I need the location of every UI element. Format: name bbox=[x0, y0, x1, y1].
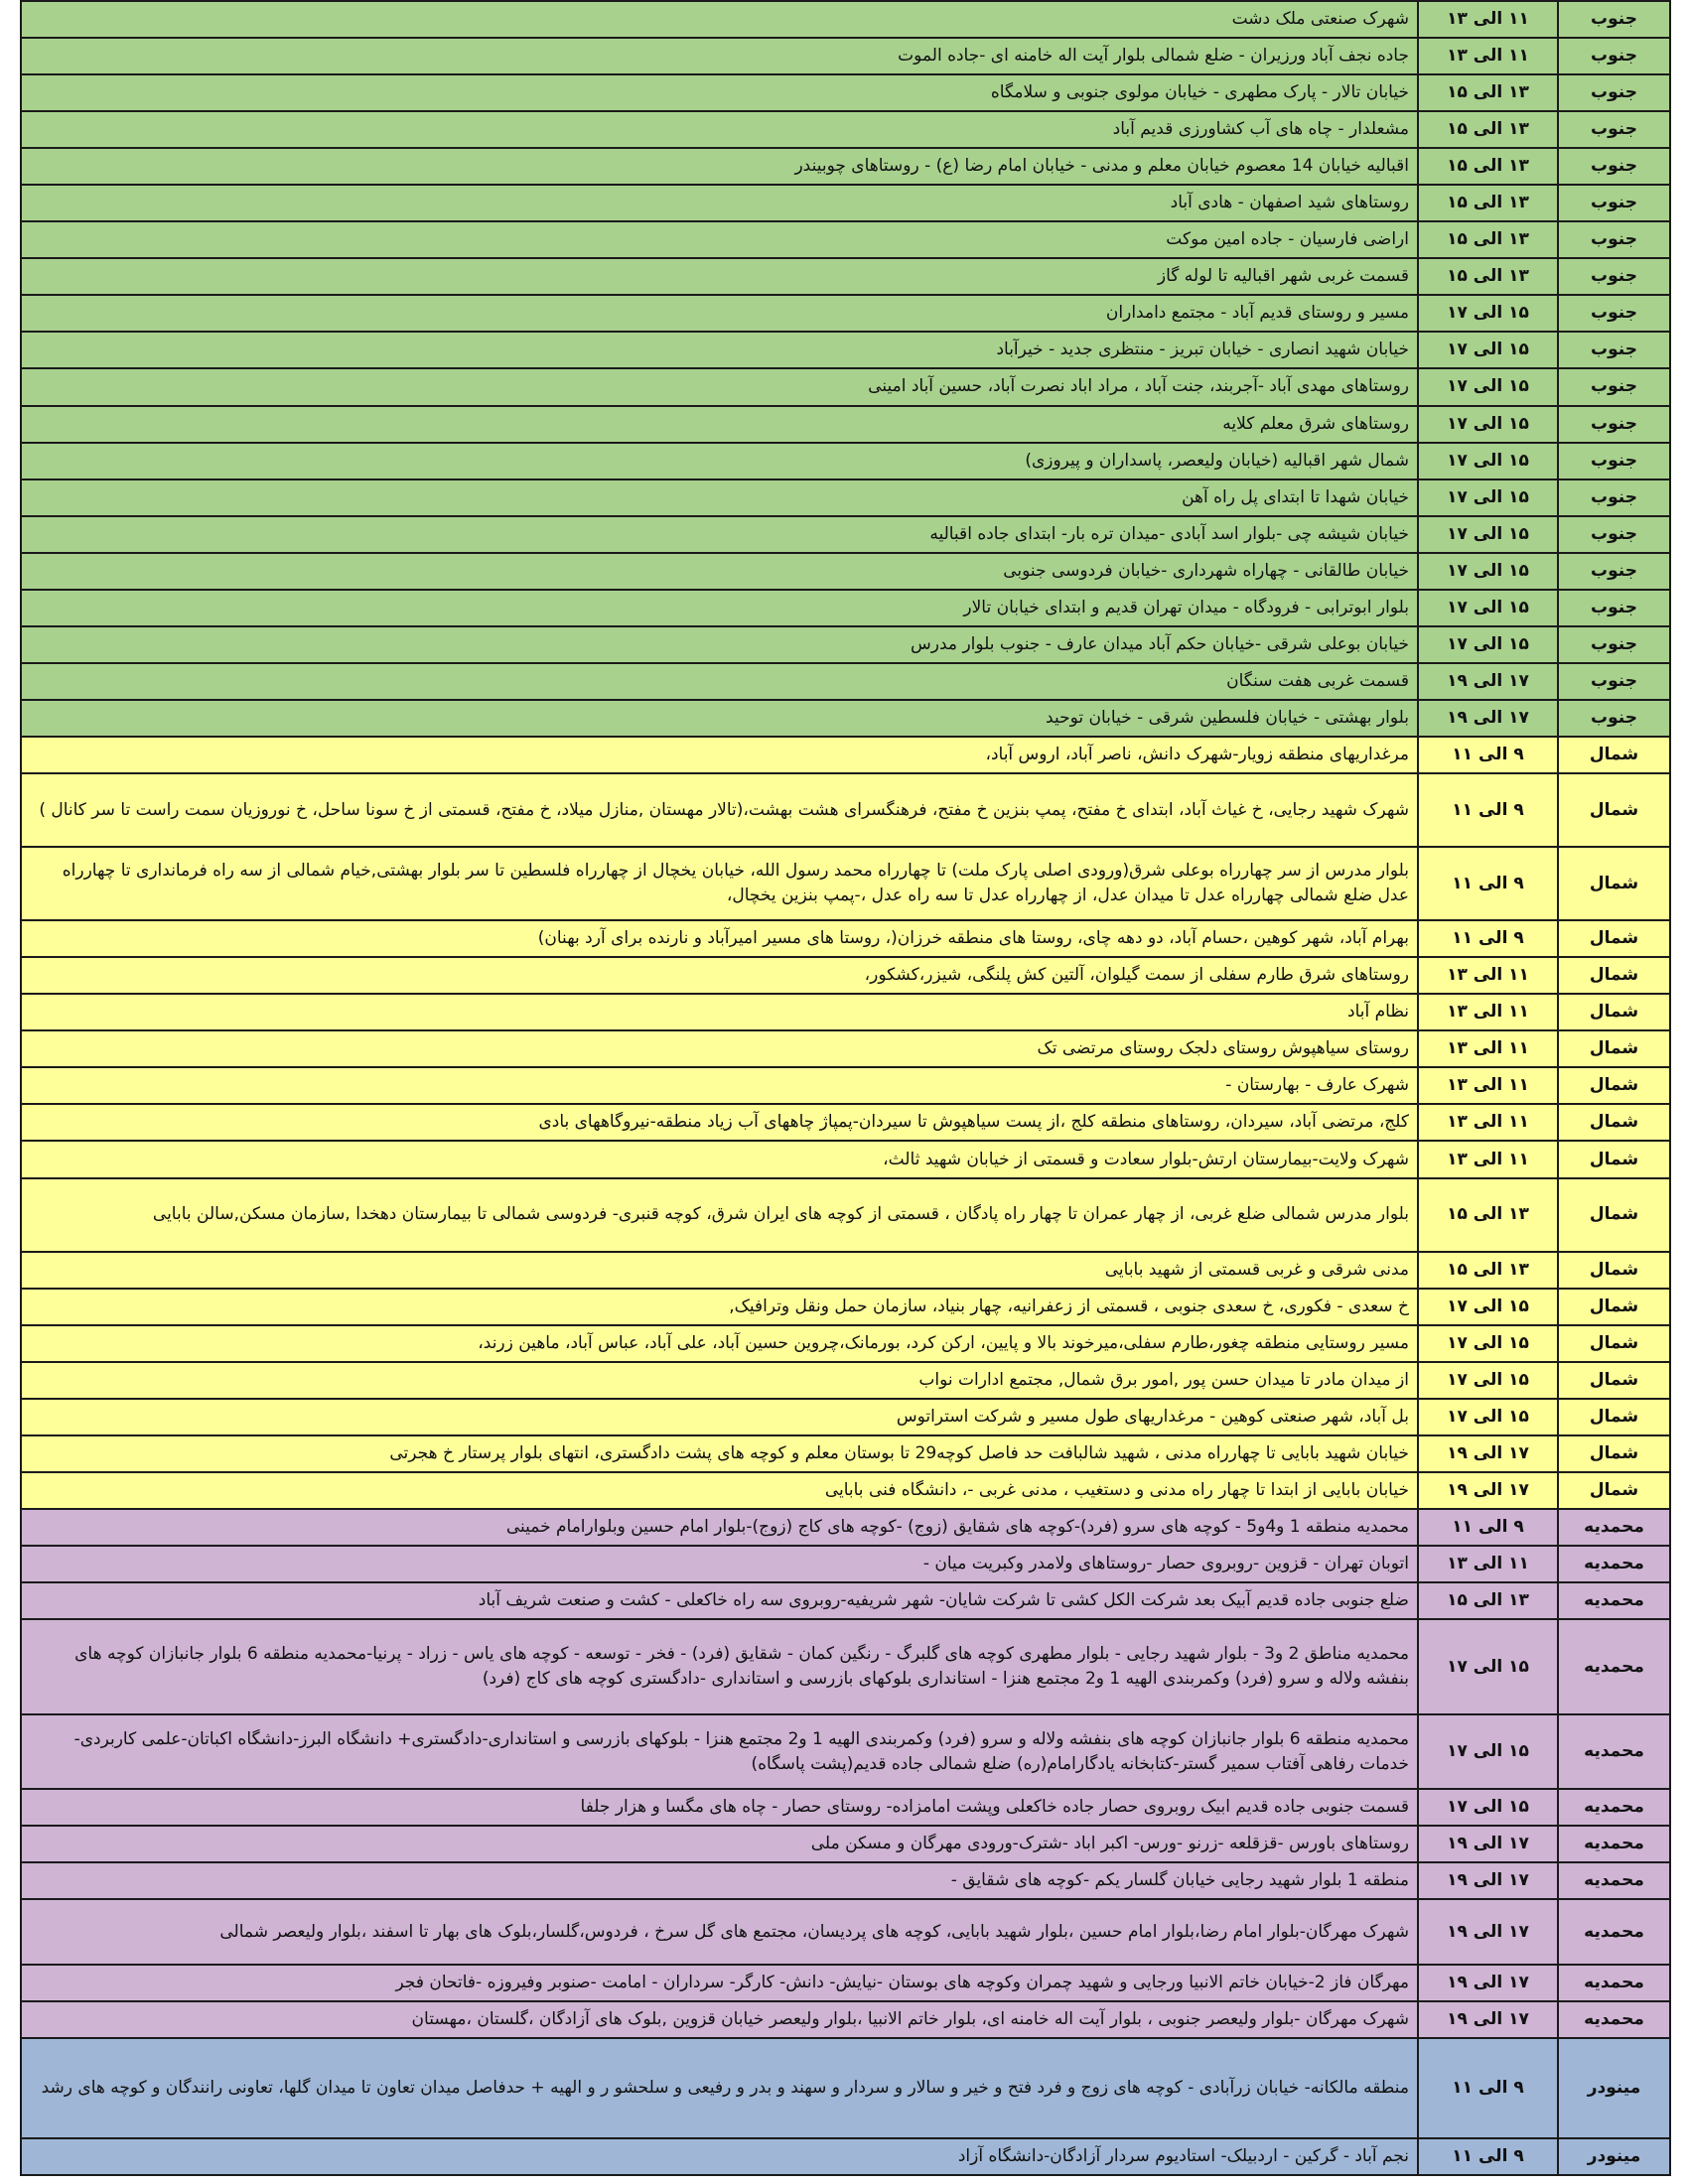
area-description-cell: خیابان بابایی از ابتدا تا چهار راه مدنی و دستغیب ، مدنی غربی -، دانشگاه فنی بابایی bbox=[21, 1472, 1418, 1509]
zone-cell: جنوب bbox=[1558, 185, 1670, 221]
zone-cell: شمال bbox=[1558, 994, 1670, 1030]
area-description-cell: از میدان مادر تا میدان حسن پور ,امور برق شمال, مجتمع ادارات نواب bbox=[21, 1362, 1418, 1399]
zone-cell: جنوب bbox=[1558, 1, 1670, 38]
time-range-cell: ۱۵ الی ۱۷ bbox=[1418, 1362, 1558, 1399]
table-row bbox=[21, 74, 1670, 111]
time-range-cell: ۹ الی ۱۱ bbox=[1418, 737, 1558, 773]
zone-cell: جنوب bbox=[1558, 443, 1670, 479]
zone-cell: شمال bbox=[1558, 737, 1670, 773]
table-row bbox=[21, 185, 1670, 221]
area-description-cell: بلوار مدرس شمالی ضلع غربی، از چهار عمران تا چهار راه پادگان ، قسمتی از کوچه های ایران شرق، کوچه قنبری- فردوسی شمالی تا بیمارستان دهخدا ,سازمان مسکن,سالن بابایی bbox=[21, 1178, 1418, 1252]
area-description-cell: مسیر روستایی منطقه چغور،طارم سفلی،میرخوند بالا و پایین، ارکن کرد، بورمانک،چروین حسین آباد، علی آباد، عباس آباد، ماهین زرند، bbox=[21, 1325, 1418, 1362]
area-description-cell: قسمت جنوبی جاده قدیم ابیک روبروی حصار جاده خاکعلی وپشت امامزاده- روستای حصار - چاه های مگسا و هزار جلفا bbox=[21, 1789, 1418, 1826]
zone-cell: جنوب bbox=[1558, 74, 1670, 111]
time-range-cell: ۱۷ الی ۱۹ bbox=[1418, 1899, 1558, 1966]
area-description-cell: مشعلدار - چاه های آب کشاورزی قدیم آباد bbox=[21, 111, 1418, 148]
area-description-cell: خیابان بوعلی شرقی -خیابان حکم آباد میدان عارف - جنوب بلوار مدرس bbox=[21, 626, 1418, 663]
table-row bbox=[21, 1965, 1670, 2001]
area-description-cell: خ سعدی - فکوری، خ سعدی جنوبی ، قسمتی از زعفرانیه، چهار بنیاد، سازمان حمل ونقل وترافیک, bbox=[21, 1289, 1418, 1325]
zone-cell: جنوب bbox=[1558, 221, 1670, 258]
time-range-cell: ۱۵ الی ۱۷ bbox=[1418, 1619, 1558, 1714]
area-description-cell: مهرگان فاز 2-خیابان خاتم الانبیا ورجایی و شهید چمران وکوچه های بوستان -نیایش- دانش- کارگر- سرداران - امامت -صنوبر وفیروزه -فاتحان فجر bbox=[21, 1965, 1418, 2001]
table-row bbox=[21, 1289, 1670, 1325]
time-range-cell: ۱۷ الی ۱۹ bbox=[1418, 663, 1558, 700]
zone-cell: محمدیه bbox=[1558, 2001, 1670, 2038]
area-description-cell: محمدیه منطقه 6 بلوار جانبازان کوچه های بنفشه ولاله و سرو (فرد) وکمربندی الهیه 1 و2 مجتمع هنزا - بلوکهای بازرسی و استانداری-دادگستری+ دانشگاه البرز-دانشگاه اکباتان-علمی کاربردی-خدمات رفاهی آفتاب سمیر گستر-کتابخانه یادگارامام(ره) ضلع شمالی جاده قدیم(پشت پاسگاه) bbox=[21, 1714, 1418, 1788]
area-description-cell: روستاهای شرق طارم سفلی از سمت گیلوان، آلتین کش پلنگی، شیزر،کشکور، bbox=[21, 957, 1418, 994]
zone-cell: شمال bbox=[1558, 1399, 1670, 1435]
table-row bbox=[21, 1435, 1670, 1472]
zone-cell: شمال bbox=[1558, 920, 1670, 957]
table-row bbox=[21, 1141, 1670, 1177]
zone-cell: جنوب bbox=[1558, 258, 1670, 295]
zone-cell: محمدیه bbox=[1558, 1899, 1670, 1966]
table-row bbox=[21, 1252, 1670, 1289]
zone-cell: شمال bbox=[1558, 847, 1670, 920]
time-range-cell: ۱۳ الی ۱۵ bbox=[1418, 1582, 1558, 1619]
time-range-cell: ۱۱ الی ۱۳ bbox=[1418, 994, 1558, 1030]
table-row bbox=[21, 1104, 1670, 1141]
table-row bbox=[21, 1, 1670, 38]
table-row bbox=[21, 406, 1670, 443]
area-description-cell: مرغداریهای منطقه زویار-شهرک دانش، ناصر آباد، اروس آباد، bbox=[21, 737, 1418, 773]
table-row bbox=[21, 221, 1670, 258]
area-description-cell: جاده نجف آباد ورزیران - ضلع شمالی بلوار آیت اله خامنه ای -جاده الموت bbox=[21, 38, 1418, 74]
time-range-cell: ۱۳ الی ۱۵ bbox=[1418, 258, 1558, 295]
outage-schedule-table bbox=[20, 0, 1671, 2176]
table-row bbox=[21, 1325, 1670, 1362]
zone-cell: شمال bbox=[1558, 1472, 1670, 1509]
table-row bbox=[21, 1582, 1670, 1619]
time-range-cell: ۱۵ الی ۱۷ bbox=[1418, 626, 1558, 663]
area-description-cell: خیابان شهید بابایی تا چهارراه مدنی ، شهید شالبافت حد فاصل کوچه29 تا بوستان معلم و کوچه های پشت دادگستری، انتهای بلوار پرستار خ هجرتی bbox=[21, 1435, 1418, 1472]
time-range-cell: ۱۳ الی ۱۵ bbox=[1418, 185, 1558, 221]
table-row bbox=[21, 847, 1670, 920]
zone-cell: مینودر bbox=[1558, 2038, 1670, 2137]
table-row bbox=[21, 957, 1670, 994]
time-range-cell: ۱۵ الی ۱۷ bbox=[1418, 516, 1558, 553]
zone-cell: جنوب bbox=[1558, 406, 1670, 443]
table-row bbox=[21, 1899, 1670, 1966]
zone-cell: شمال bbox=[1558, 1362, 1670, 1399]
table-row bbox=[21, 443, 1670, 479]
zone-cell: شمال bbox=[1558, 1289, 1670, 1325]
time-range-cell: ۱۵ الی ۱۷ bbox=[1418, 368, 1558, 405]
table-row bbox=[21, 38, 1670, 74]
time-range-cell: ۱۵ الی ۱۷ bbox=[1418, 295, 1558, 332]
time-range-cell: ۱۷ الی ۱۹ bbox=[1418, 1965, 1558, 2001]
table-row bbox=[21, 1826, 1670, 1862]
time-range-cell: ۱۵ الی ۱۷ bbox=[1418, 1789, 1558, 1826]
area-description-cell: شهرک مهرگان-بلوار امام رضا،بلوار امام حسین ،بلوار شهید بابایی، کوچه های پردیسان، مجتمع های گل سرخ ، فردوس،گلسار،بلوک های بهار تا اسفند ،بلوار ولیعصر شمالی bbox=[21, 1899, 1418, 1966]
table-row bbox=[21, 1399, 1670, 1435]
zone-cell: محمدیه bbox=[1558, 1965, 1670, 2001]
area-description-cell: مسیر و روستای قدیم آباد - مجتمع دامداران bbox=[21, 295, 1418, 332]
zone-cell: جنوب bbox=[1558, 590, 1670, 626]
area-description-cell: بلوار بهشتی - خیابان فلسطین شرقی - خیابان توحید bbox=[21, 700, 1418, 737]
zone-cell: مینودر bbox=[1558, 2138, 1670, 2175]
table-row bbox=[21, 626, 1670, 663]
time-range-cell: ۱۱ الی ۱۳ bbox=[1418, 1104, 1558, 1141]
zone-cell: شمال bbox=[1558, 1178, 1670, 1252]
area-description-cell: محمدیه مناطق 2 و3 - بلوار شهید رجایی - بلوار مطهری کوچه های گلبرگ - رنگین کمان - شقایق (فرد) - فخر - توسعه - کوچه های یاس - زراد - پرنیا-محمدیه منطقه 6 بلوار جانبازان کوچه های بنفشه ولاله و سرو (فرد) وکمربندی الهیه 1 و2 مجتمع هنزا - استانداری بلوکهای بازرسی و استانداری -دادگستری کوچه های کاج (فرد) bbox=[21, 1619, 1418, 1714]
time-range-cell: ۱۵ الی ۱۷ bbox=[1418, 1289, 1558, 1325]
zone-cell: جنوب bbox=[1558, 479, 1670, 516]
area-description-cell: روستاهای مهدی آباد -آجربند، جنت آباد ، مراد اباد نصرت آباد، حسین آباد امینی bbox=[21, 368, 1418, 405]
area-description-cell: روستاهای باورس -قزقلعه -زرنو -ورس- اکبر اباد -شترک-ورودی مهرگان و مسکن ملی bbox=[21, 1826, 1418, 1862]
area-description-cell: خیابان شهدا تا ابتدای پل راه آهن bbox=[21, 479, 1418, 516]
time-range-cell: ۱۱ الی ۱۳ bbox=[1418, 38, 1558, 74]
time-range-cell: ۱۳ الی ۱۵ bbox=[1418, 74, 1558, 111]
zone-cell: جنوب bbox=[1558, 111, 1670, 148]
table-row bbox=[21, 258, 1670, 295]
area-description-cell: قسمت غربی شهر اقبالیه تا لوله گاز bbox=[21, 258, 1418, 295]
table-row bbox=[21, 553, 1670, 590]
table-row bbox=[21, 773, 1670, 847]
time-range-cell: ۹ الی ۱۱ bbox=[1418, 1509, 1558, 1546]
zone-cell: شمال bbox=[1558, 1325, 1670, 1362]
area-description-cell: محمدیه منطقه 1 و4و5 - کوچه های سرو (فرد)-کوچه های شقایق (زوج) -کوچه های کاج (زوج)-بلوار امام حسین وبلوارامام خمینی bbox=[21, 1509, 1418, 1546]
area-description-cell: بلوار مدرس از سر چهارراه بوعلی شرق(ورودی اصلی پارک ملت) تا چهارراه محمد رسول الله، خیابان یخچال از چهارراه فلسطین تا سر بلوار بهشتی,خیام شمالی از سه راه فرمانداری تا چهارراه عدل ضلع شمالی چهارراه عدل تا میدان عدل، از چهارراه عدل تا سه راه عدل ،-پمپ بنزین یخچال، bbox=[21, 847, 1418, 920]
time-range-cell: ۹ الی ۱۱ bbox=[1418, 2038, 1558, 2137]
area-description-cell: اتوبان تهران - قزوین -روبروی حصار -روستاهای ولامدر وکبریت میان - bbox=[21, 1546, 1418, 1582]
table-row bbox=[21, 479, 1670, 516]
area-description-cell: مدنی شرقی و غربی قسمتی از شهید بابایی bbox=[21, 1252, 1418, 1289]
area-description-cell: خیابان تالار - پارک مطهری - خیابان مولوی جنوبی و سلامگاه bbox=[21, 74, 1418, 111]
zone-cell: محمدیه bbox=[1558, 1826, 1670, 1862]
zone-cell: شمال bbox=[1558, 773, 1670, 847]
table-row bbox=[21, 1714, 1670, 1788]
table-row bbox=[21, 2001, 1670, 2038]
time-range-cell: ۹ الی ۱۱ bbox=[1418, 920, 1558, 957]
area-description-cell: ضلع جنوبی جاده قدیم آبیک بعد شرکت الکل کشی تا شرکت شایان- شهر شریفیه-روبروی سه راه خاکعلی - کشت و صنعت شریف آباد bbox=[21, 1582, 1418, 1619]
zone-cell: جنوب bbox=[1558, 553, 1670, 590]
table-row bbox=[21, 1178, 1670, 1252]
area-description-cell: شهرک ولایت-بیمارستان ارتش-بلوار سعادت و قسمتی از خیابان شهید ثالث، bbox=[21, 1141, 1418, 1177]
zone-cell: محمدیه bbox=[1558, 1619, 1670, 1714]
time-range-cell: ۹ الی ۱۱ bbox=[1418, 2138, 1558, 2175]
zone-cell: جنوب bbox=[1558, 148, 1670, 185]
area-description-cell: اقبالیه خیابان 14 معصوم خیابان معلم و مدنی - خیابان امام رضا (ع) - روستاهای چوبیندر bbox=[21, 148, 1418, 185]
zone-cell: جنوب bbox=[1558, 700, 1670, 737]
zone-cell: محمدیه bbox=[1558, 1509, 1670, 1546]
table-row bbox=[21, 590, 1670, 626]
table-row bbox=[21, 700, 1670, 737]
time-range-cell: ۱۳ الی ۱۵ bbox=[1418, 221, 1558, 258]
time-range-cell: ۱۳ الی ۱۵ bbox=[1418, 148, 1558, 185]
area-description-cell: خیابان طالقانی - چهاراه شهرداری -خیابان فردوسی جنوبی bbox=[21, 553, 1418, 590]
area-description-cell: بلوار ابوترابی - فرودگاه - میدان تهران قدیم و ابتدای خیابان تالار bbox=[21, 590, 1418, 626]
area-description-cell: شهرک صنعتی ملک دشت bbox=[21, 1, 1418, 38]
time-range-cell: ۹ الی ۱۱ bbox=[1418, 847, 1558, 920]
table-row bbox=[21, 1862, 1670, 1899]
zone-cell: شمال bbox=[1558, 1435, 1670, 1472]
time-range-cell: ۱۱ الی ۱۳ bbox=[1418, 1030, 1558, 1067]
area-description-cell: خیابان شیشه چی -بلوار اسد آبادی -میدان تره بار- ابتدای جاده اقبالیه bbox=[21, 516, 1418, 553]
table-row bbox=[21, 663, 1670, 700]
table-row bbox=[21, 148, 1670, 185]
area-description-cell: قسمت غربی هفت سنگان bbox=[21, 663, 1418, 700]
zone-cell: جنوب bbox=[1558, 295, 1670, 332]
table-row bbox=[21, 111, 1670, 148]
zone-cell: محمدیه bbox=[1558, 1789, 1670, 1826]
table-row bbox=[21, 1509, 1670, 1546]
area-description-cell: نجم آباد - گرکین - اردبیلک- استادیوم سردار آزادگان-دانشگاه آزاد bbox=[21, 2138, 1418, 2175]
area-description-cell: روستاهای شرق معلم کلایه bbox=[21, 406, 1418, 443]
time-range-cell: ۱۵ الی ۱۷ bbox=[1418, 1714, 1558, 1788]
zone-cell: شمال bbox=[1558, 1030, 1670, 1067]
zone-cell: جنوب bbox=[1558, 626, 1670, 663]
time-range-cell: ۱۷ الی ۱۹ bbox=[1418, 1472, 1558, 1509]
time-range-cell: ۱۱ الی ۱۳ bbox=[1418, 1, 1558, 38]
time-range-cell: ۱۵ الی ۱۷ bbox=[1418, 1325, 1558, 1362]
zone-cell: محمدیه bbox=[1558, 1582, 1670, 1619]
time-range-cell: ۱۵ الی ۱۷ bbox=[1418, 479, 1558, 516]
area-description-cell: کلج، مرتضی آباد، سیردان، روستاهای منطقه کلج ،از پست سیاهپوش تا سیردان-پمپاژ چاههای آب زیاد منطقه-نیروگاههای بادی bbox=[21, 1104, 1418, 1141]
time-range-cell: ۱۷ الی ۱۹ bbox=[1418, 1435, 1558, 1472]
time-range-cell: ۱۱ الی ۱۳ bbox=[1418, 1067, 1558, 1104]
zone-cell: شمال bbox=[1558, 1252, 1670, 1289]
time-range-cell: ۱۷ الی ۱۹ bbox=[1418, 1862, 1558, 1899]
table-row bbox=[21, 516, 1670, 553]
table-row bbox=[21, 1546, 1670, 1582]
area-description-cell: بهرام آباد، شهر کوهین ،حسام آباد، دو دهه چای، روستا های منطقه خرزان(، روستا های مسیر امیرآباد و نارنده برای آرد بهنان) bbox=[21, 920, 1418, 957]
time-range-cell: ۱۷ الی ۱۹ bbox=[1418, 700, 1558, 737]
zone-cell: محمدیه bbox=[1558, 1546, 1670, 1582]
table-row bbox=[21, 1472, 1670, 1509]
zone-cell: شمال bbox=[1558, 957, 1670, 994]
area-description-cell: خیابان شهید انصاری - خیابان تبریز - منتظری جدید - خیرآباد bbox=[21, 332, 1418, 368]
area-description-cell: شمال شهر اقبالیه (خیابان ولیعصر، پاسداران و پیروزی) bbox=[21, 443, 1418, 479]
time-range-cell: ۱۱ الی ۱۳ bbox=[1418, 957, 1558, 994]
time-range-cell: ۱۳ الی ۱۵ bbox=[1418, 1252, 1558, 1289]
table-row bbox=[21, 737, 1670, 773]
table-row bbox=[21, 1789, 1670, 1826]
area-description-cell: شهرک شهید رجایی، خ غیاث آباد، ابتدای خ مفتح، پمپ بنزین خ مفتح، فرهنگسرای هشت بهشت،(تالار مهستان ,منازل میلاد، خ مفتح، قسمتی از خ سونا ساحل، خ نوروزیان سمت راست تا سر کانال ) bbox=[21, 773, 1418, 847]
zone-cell: جنوب bbox=[1558, 368, 1670, 405]
zone-cell: شمال bbox=[1558, 1104, 1670, 1141]
table-row bbox=[21, 1067, 1670, 1104]
table-row bbox=[21, 994, 1670, 1030]
time-range-cell: ۱۷ الی ۱۹ bbox=[1418, 1826, 1558, 1862]
area-description-cell: منطقه 1 بلوار شهید رجایی خیابان گلسار یکم -کوچه های شقایق - bbox=[21, 1862, 1418, 1899]
zone-cell: محمدیه bbox=[1558, 1714, 1670, 1788]
area-description-cell: اراضی فارسیان - جاده امین موکت bbox=[21, 221, 1418, 258]
zone-cell: محمدیه bbox=[1558, 1862, 1670, 1899]
table-row bbox=[21, 1362, 1670, 1399]
time-range-cell: ۱۵ الی ۱۷ bbox=[1418, 332, 1558, 368]
zone-cell: شمال bbox=[1558, 1141, 1670, 1177]
area-description-cell: بل آباد، شهر صنعتی کوهین - مرغداریهای طول مسیر و شرکت استراتوس bbox=[21, 1399, 1418, 1435]
time-range-cell: ۹ الی ۱۱ bbox=[1418, 773, 1558, 847]
area-description-cell: منطقه مالکانه- خیابان زرآبادی - کوچه های زوج و فرد فتح و خیر و سالار و سردار و سهند و بدر و رفیعی و سلحشو ر و الهیه + حدفاصل میدان تعاون تا میدان گلها، تعاونی رانندگان و کوچه های رشد bbox=[21, 2038, 1418, 2137]
table-row bbox=[21, 2138, 1670, 2175]
time-range-cell: ۱۳ الی ۱۵ bbox=[1418, 111, 1558, 148]
zone-cell: شمال bbox=[1558, 1067, 1670, 1104]
time-range-cell: ۱۵ الی ۱۷ bbox=[1418, 590, 1558, 626]
table-row bbox=[21, 332, 1670, 368]
zone-cell: جنوب bbox=[1558, 38, 1670, 74]
time-range-cell: ۱۷ الی ۱۹ bbox=[1418, 2001, 1558, 2038]
area-description-cell: شهرک مهرگان -بلوار ولیعصر جنوبی ، بلوار آیت اله خامنه ای، بلوار خاتم الانبیا ،بلوار ولیعصر خیابان قزوین ,بلوک های آزادگان ،گلستان ،مهستان bbox=[21, 2001, 1418, 2038]
area-description-cell: روستای سیاهپوش روستای دلجک روستای مرتضی تک bbox=[21, 1030, 1418, 1067]
area-description-cell: روستاهای شید اصفهان - هادی آباد bbox=[21, 185, 1418, 221]
time-range-cell: ۱۵ الی ۱۷ bbox=[1418, 443, 1558, 479]
area-description-cell: شهرک عارف - بهارستان - bbox=[21, 1067, 1418, 1104]
time-range-cell: ۱۵ الی ۱۷ bbox=[1418, 1399, 1558, 1435]
table-row bbox=[21, 1619, 1670, 1714]
time-range-cell: ۱۳ الی ۱۵ bbox=[1418, 1178, 1558, 1252]
time-range-cell: ۱۵ الی ۱۷ bbox=[1418, 406, 1558, 443]
zone-cell: جنوب bbox=[1558, 332, 1670, 368]
table-row bbox=[21, 920, 1670, 957]
table-row bbox=[21, 368, 1670, 405]
zone-cell: جنوب bbox=[1558, 516, 1670, 553]
area-description-cell: نظام آباد bbox=[21, 994, 1418, 1030]
time-range-cell: ۱۵ الی ۱۷ bbox=[1418, 553, 1558, 590]
time-range-cell: ۱۱ الی ۱۳ bbox=[1418, 1546, 1558, 1582]
zone-cell: جنوب bbox=[1558, 663, 1670, 700]
table-row bbox=[21, 2038, 1670, 2137]
table-row bbox=[21, 295, 1670, 332]
schedule-rows bbox=[21, 1, 1670, 2175]
time-range-cell: ۱۱ الی ۱۳ bbox=[1418, 1141, 1558, 1177]
table-row bbox=[21, 1030, 1670, 1067]
